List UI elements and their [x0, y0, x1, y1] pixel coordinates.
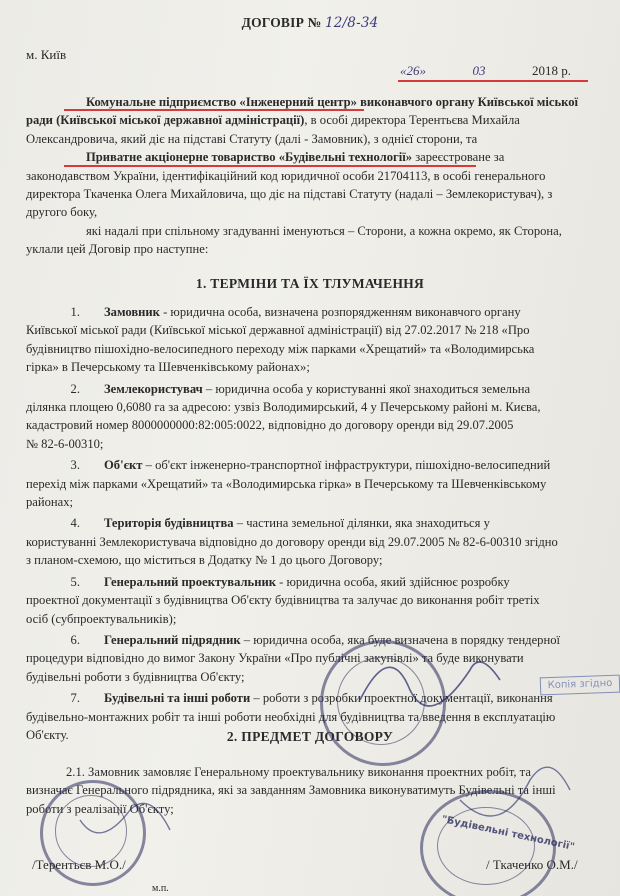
item-text: будівельні роботи з будівництва Об'єкту; [26, 669, 245, 684]
intro-text: які надалі при спільному згадуванні іменуються – Сторони, а кожна окремо, як Сторона, [86, 223, 562, 238]
item-text: ділянка площею 0,6080 га за адресою: узвіз Володимирський, 4 у Печерському районі м. Києва, [26, 400, 541, 415]
item-number: 3. [70, 458, 80, 473]
section-2-title: 2. ПРЕДМЕТ ДОГОВОРУ [226, 729, 394, 744]
customer-name: Комунальне підприємство «Інженерний центр» [86, 95, 357, 109]
company-stamp-text: "Будівельні технології" [440, 814, 576, 854]
item-number: 5. [70, 574, 80, 589]
item-text: № 82-6-00310; [26, 436, 104, 451]
item-text: Замовник замовляє Генеральному проектувальнику виконання проектних робіт, та [84, 765, 531, 779]
item-text: - юридична особа, визначена розпорядженням виконавчого органу [159, 305, 521, 319]
intro-text: зареєстроване за [412, 150, 505, 165]
item-text: процедури відповідно до вимог Закону України «Про публічні закупівлі» та буде виконувати [26, 651, 524, 666]
city: м. Київ [26, 47, 67, 62]
item-text: – роботи з розробки проектної документації, виконання [250, 691, 553, 706]
item-text: Об'єкту. [26, 727, 69, 742]
intro-text: , в особі директора Терентьєва Михайла [304, 113, 520, 128]
title-prefix: ДОГОВІР № [241, 15, 322, 30]
item-number: 7. [70, 691, 80, 706]
contractor-name: Приватне акціонерне товариство «Будівельні технології» [86, 150, 413, 165]
item-text: – частина земельної ділянки, яка знаходиться у [233, 516, 490, 531]
item-term: Територія будівництва [104, 516, 234, 531]
item-text: кадастровий номер 8000000000:82:005:0022, відповідно до договору оренди від 29.07.2005 [26, 418, 514, 433]
intro-text: Олександровича, який діє на підставі Статуту (далі - Замовник), з однієї сторони, та [26, 131, 478, 146]
item-term: Землекористувач [104, 381, 203, 396]
date-month: 03 [472, 63, 486, 78]
intro-text: директора Ткаченка Олега Михайловича, що діє на підставі Статуту (надалі – Землекористувач), з [26, 187, 553, 202]
signature-left: /Терентьєв М.О./ [32, 857, 126, 872]
item-number: 2. [70, 381, 80, 396]
item-number: 4. [70, 516, 80, 531]
item-term: Будівельні та інші роботи [104, 691, 251, 706]
item-term: Генеральний проектувальник [104, 574, 276, 589]
item-text: будівництво пішохідно-велосипедного переходу між парками «Хрещатий» та «Володимирська [26, 341, 535, 356]
item-text: – юридична особа, яка буде визначена в порядку тендерної [240, 632, 561, 647]
contract-number: 12/8-34 [324, 15, 379, 31]
signature-right: / Ткаченко О.М./ [486, 857, 578, 872]
item-text: користуванні Землекористувача відповідно до договору оренди від 29.07.2005 № 82-6-00310 згідно [26, 534, 558, 549]
date-year: 2018 р. [532, 63, 571, 78]
item-text: осіб (субпроектувальників); [26, 611, 177, 626]
seal-place-label: м.п. [152, 883, 169, 894]
item-number: 2.1. [66, 765, 85, 779]
item-text: гірка» в Печерському та Шевченківському районах»; [26, 360, 310, 375]
item-text: Київської міської ради (Київської міської державної адміністрації) від 27.02.2017 № 218 «Про [26, 323, 530, 338]
copy-mark-stamp: Копія згідно [540, 675, 620, 696]
item-term: Генеральний підрядник [104, 632, 241, 647]
section-1-title: 1. ТЕРМІНИ ТА ЇХ ТЛУМАЧЕННЯ [195, 276, 425, 291]
customer-name-cont2: ради (Київської міської державної адміністрації) [26, 113, 305, 128]
item-text: проектної документації з будівництва Об'єкту будівництва та залучає до виконання робіт третіх [26, 593, 540, 608]
item-text: – об'єкт інженерно-транспортної інфраструктури, пішохідно-велосипедний [142, 458, 551, 473]
item-number: 1. [70, 305, 80, 319]
intro-text: другого боку, [26, 205, 98, 220]
item-number: 6. [70, 632, 80, 647]
item-text: з планом-схемою, що міститься в Додатку № 1 до цього Договору; [26, 553, 383, 568]
item-text: – юридична особа у користуванні якої знаходиться земельна [202, 381, 531, 396]
intro-text: уклали цей Договір про наступне: [26, 242, 209, 257]
date-day: «26» [400, 63, 426, 78]
item-text: визначає Генерального підрядника, які за завданням Замовника виконуватимуть Будівельні та інші [26, 783, 556, 798]
item-text: - юридична особа, який здійснює розробку [275, 574, 510, 589]
item-text: будівельно-монтажних робіт та інші роботи необхідні для будівництва та введення в експлуатацію [26, 709, 556, 724]
item-term: Замовник [104, 305, 160, 319]
intro-text: законодавством України, ідентифікаційний код юридичної особи 21704113, в особі генерального [26, 168, 546, 183]
item-term: Об'єкт [104, 458, 143, 473]
customer-name-cont: виконавчого органу Київської міської [356, 95, 579, 109]
item-text: перехід між парками «Хрещатий» та «Володимирська гірка» в Печерському та Шевченківському [26, 476, 547, 491]
item-text: районах; [26, 495, 74, 510]
item-text: роботи з реалізації Об'єкту; [26, 801, 174, 816]
